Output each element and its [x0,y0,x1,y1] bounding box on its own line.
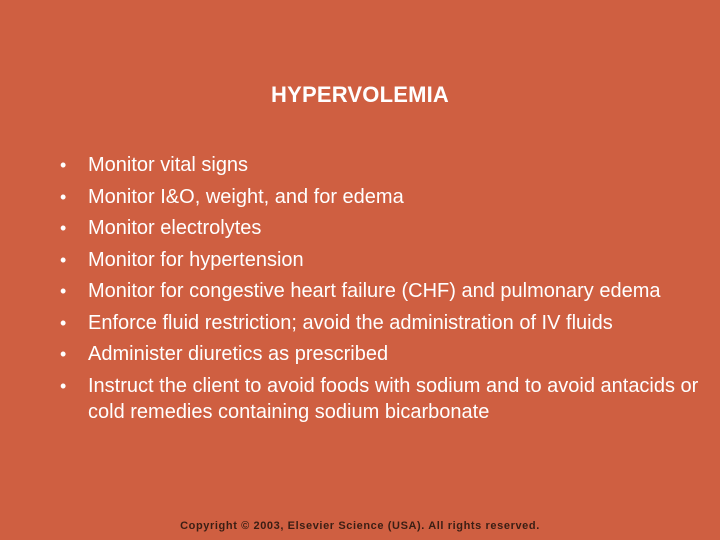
bullet-item [60,341,700,367]
bullet-item [60,310,700,336]
bullet-text: Administer diuretics as prescribed [88,343,389,365]
bullet-item [60,278,700,304]
bullet-dot-icon [60,341,74,367]
bullet-text: Enforce fluid restriction; avoid the administration of IV fluids [88,311,613,334]
bullet-list [60,152,700,430]
bullet-text: Monitor I&O, weight, and for edema [88,185,404,208]
bullet-item [60,184,700,210]
slide-title: HYPERVOLEMIA [270,82,450,107]
bullet-item [60,215,700,241]
bullet-item [60,152,700,178]
bullet-item [60,373,700,425]
bullet-text: Monitor for hypertension [88,248,304,271]
bullet-text: Monitor vital signs [88,154,249,176]
copyright-footer: Copyright © 2003, Elsevier Science (USA). All rights reserved. [180,520,540,532]
bullet-dot-icon [60,215,74,241]
bullet-text: Instruct the client to avoid foods with sodium and to avoid antacids or cold remedies containing sodium bicarbonate [88,374,699,423]
bullet-dot-icon [60,152,74,178]
bullet-dot-icon [60,278,74,304]
bullet-dot-icon [60,184,74,210]
bullet-dot-icon [60,373,74,399]
bullet-dot-icon [60,247,74,273]
bullet-text: Monitor electrolytes [88,217,262,239]
bullet-dot-icon [60,310,74,336]
bullet-item [60,247,700,273]
bullet-text: Monitor for congestive heart failure (CHF) and pulmonary edema [88,280,661,302]
